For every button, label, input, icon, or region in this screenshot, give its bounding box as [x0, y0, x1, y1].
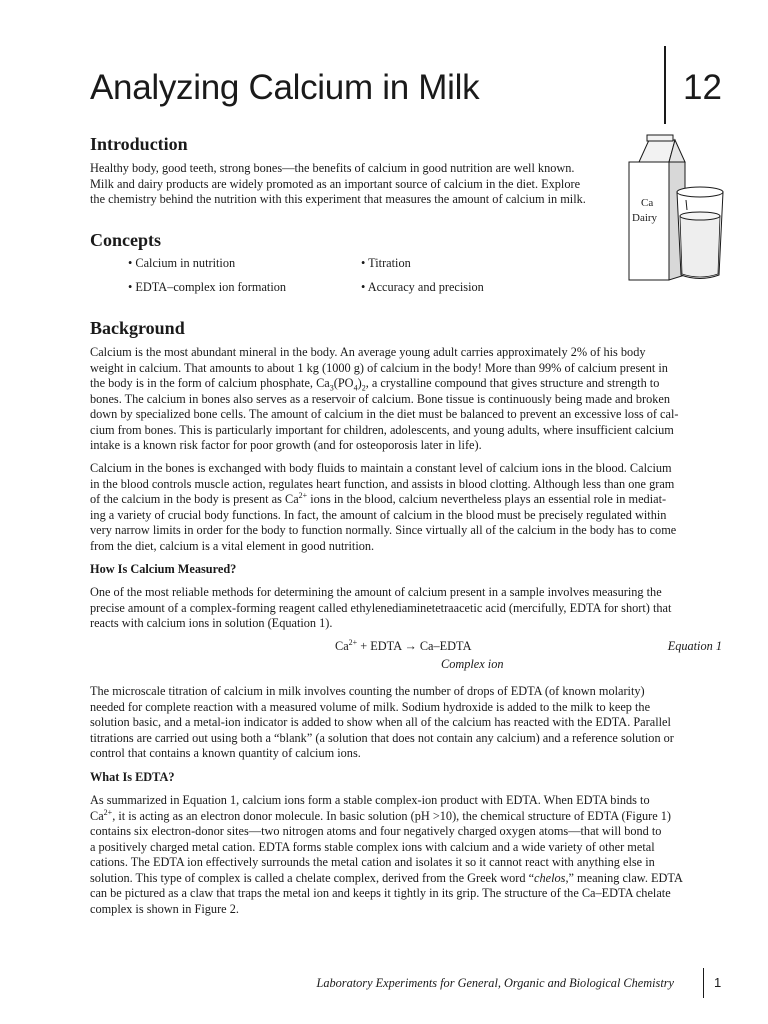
text-line: Calcium in the bones is exchanged with body fluids to maintain a constant level of calcium ions in the blood. Calcium — [90, 461, 672, 475]
text-line-formula: $Ca^{2+}$, it is acting as an electron donor molecule. In basic solution (pH >10), the chemical structure of EDTA (Figure 1) — [90, 807, 671, 823]
text-line: titrations are carried out using both a “blank” (a solution that does not contain any calcium) and a reference solution or — [90, 730, 674, 745]
footer-divider — [703, 968, 704, 998]
how-measured-heading: How Is Calcium Measured? — [90, 562, 237, 576]
equation-number-label: Equation 1 — [667, 639, 722, 653]
text-line: ing a variety of crucial body functions. In fact, the amount of calcium in the blood must be precisely regulated within — [90, 507, 667, 522]
concept-label: Titration — [368, 256, 411, 270]
equation-1: $Ca^{2+}$ + EDTA → Ca–EDTA — [335, 637, 472, 653]
page-number: 1 — [714, 975, 722, 990]
titration-paragraph — [90, 684, 722, 762]
header-divider — [664, 46, 666, 124]
page-title: Analyzing Calcium in Milk — [90, 68, 480, 107]
text-line: cations. The EDTA ion effectively surrounds the metal cation and isolates it so it cannot react with anything else in — [90, 855, 655, 869]
text-line: needed for complete reaction with a measured volume of milk. Sodium hydroxide is added to the milk to keep the — [90, 699, 651, 714]
text-line: a positively charged metal cation. EDTA forms stable complex ions with calcium and a wide variety of other metal — [90, 839, 655, 854]
how-measured-paragraph — [90, 585, 722, 632]
concept-item: • EDTA–complex ion formation — [128, 280, 287, 294]
text-line: from the diet, calcium is a vital element in good nutrition. — [90, 538, 375, 553]
text-line: weight in calcium. That amounts to about 1 kg (1000 g) of calcium in the body! More than 99% of calcium present in — [90, 360, 668, 375]
concept-label: Calcium in nutrition — [135, 256, 236, 270]
text-line: One of the most reliable methods for determining the amount of calcium present in a sample involves measuring the — [90, 585, 662, 599]
text-line: Healthy body, good teeth, strong bones—the benefits of calcium in good nutrition are well known. — [90, 161, 575, 175]
introduction-paragraph — [90, 161, 610, 208]
concept-item: • Titration — [361, 256, 411, 270]
milk-carton-glass-illustration — [625, 130, 730, 285]
concept-label: Accuracy and precision — [367, 280, 484, 294]
text-line: very narrow limits in order for the body to function normally. Since virtually all of the calcium in the body has to come — [90, 523, 677, 537]
text-line: The microscale titration of calcium in milk involves counting the number of drops of EDTA (of known molarity) — [90, 684, 645, 698]
edta-paragraph — [90, 793, 722, 917]
background-paragraph-1 — [90, 345, 722, 454]
chapter-number: 12 — [683, 68, 722, 107]
background-heading: Background — [90, 318, 185, 338]
concepts-heading: Concepts — [90, 230, 161, 250]
text-line-formula: of the calcium in the body is present as $Ca^{2+}$ ions in the blood, calcium nevertheless plays an essential role in mediat- — [90, 490, 667, 506]
text-line: contains six electron-donor sites—two nitrogen atoms and four negatively charged oxygen atoms—that will bond to — [90, 824, 662, 838]
text-line: As summarized in Equation 1, calcium ions form a stable complex-ion product with EDTA. When EDTA binds to — [90, 793, 650, 807]
text-line: reacts with calcium ions in solution (Equation 1). — [90, 616, 333, 630]
text-line: can be pictured as a claw that traps the metal ion and keeps it tightly in its grip. The structure of the Ca–EDTA chelate — [90, 886, 671, 900]
carton-label-dairy: Dairy — [632, 212, 658, 224]
text-line: in the blood controls muscle action, regulates heart function, and assists in blood clotting. Although less than one gram — [90, 476, 675, 491]
text-line-formula: the body is in the form of calcium phosphate, $Ca_3(PO_4)_2$, a crystalline compound that gives structure and strength to — [90, 376, 660, 393]
text-line: the chemistry behind the nutrition with this experiment that measures the amount of calcium in milk. — [90, 192, 586, 206]
text-line-italic: solution. This type of complex is called a chelate complex, derived from the Greek word “chelos,” meaning claw. EDTA — [90, 870, 683, 885]
text-line: bones. The calcium in bones also serves as a reservoir of calcium. Bone tissue is continuously being made and broken — [90, 391, 670, 406]
carton-label-ca: Ca — [641, 197, 654, 209]
text-line: solution basic, and a metal-ion indicator is added to show when all of the calcium has reacted with the EDTA. Parallel — [90, 715, 671, 729]
text-line: down by specialized bone cells. The amount of calcium in the diet must be balanced to prevent an excessive loss of cal- — [90, 407, 679, 421]
text-line: precise amount of a complex-forming reagent called ethylenediaminetetraacetic acid (mercifully, EDTA for short) that — [90, 600, 672, 615]
equation-complex-ion-label: Complex ion — [441, 657, 504, 671]
background-paragraph-2 — [90, 461, 722, 554]
concept-item: • Calcium in nutrition — [128, 256, 236, 270]
text-line: intake is a known risk factor for poor growth (and for osteoporosis later in life). — [90, 438, 482, 452]
text-line: complex is shown in Figure 2. — [90, 901, 239, 916]
concept-item: • Accuracy and precision — [361, 280, 484, 294]
text-line: Milk and dairy products are widely promoted as an important source of calcium in the diet. Explore — [90, 176, 581, 191]
introduction-heading: Introduction — [90, 134, 188, 154]
text-line: control that contains a known quantity of calcium ions. — [90, 746, 361, 760]
text-line: cium from bones. This is particularly important for children, adolescents, and young adults, where insufficient calcium — [90, 422, 674, 437]
footer-book-title: Laboratory Experiments for General, Organic and Biological Chemistry — [316, 976, 674, 990]
text-line: Calcium is the most abundant mineral in the body. An average young adult carries approximately 2% of his body — [90, 345, 646, 359]
what-is-edta-heading: What Is EDTA? — [90, 770, 175, 784]
concept-label: EDTA–complex ion formation — [135, 280, 287, 294]
